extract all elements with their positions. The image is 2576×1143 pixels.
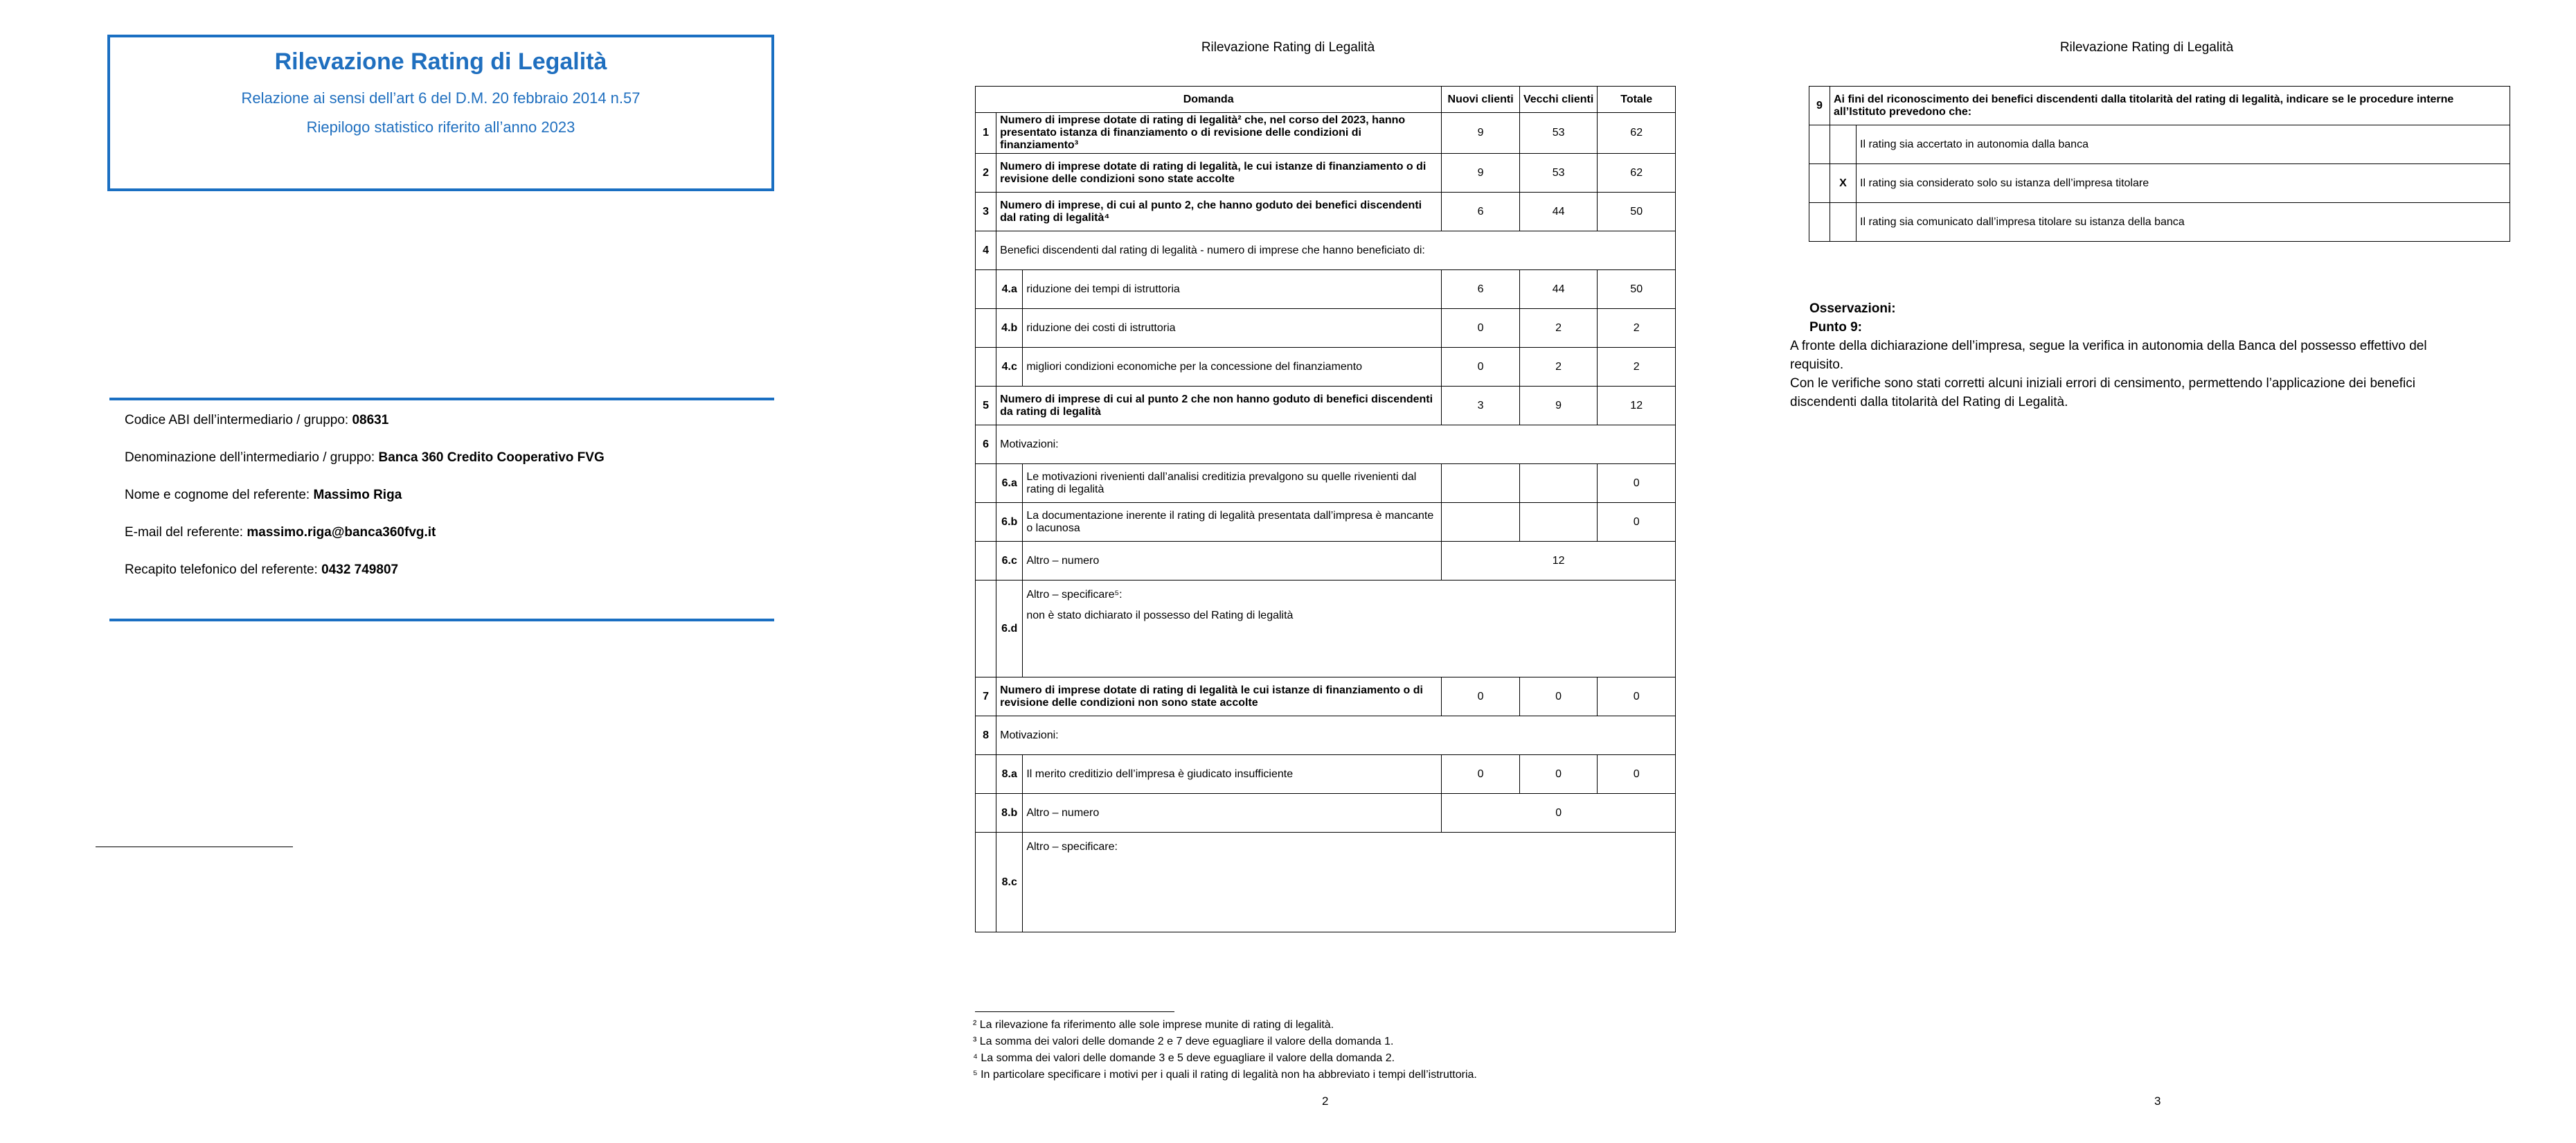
row-q6: 6 Motivazioni: — [976, 425, 1676, 464]
footnotes — [973, 1017, 1477, 1083]
row-q8: 8 Motivazioni: — [976, 716, 1676, 755]
page-1 — [0, 0, 859, 1143]
page-header: Rilevazione Rating di Legalità — [1201, 40, 1375, 55]
info-row-phone: Recapito telefonico del referente: 0432 749807 — [125, 562, 399, 577]
row-q2: 2 Numero di imprese dotate di rating di legalità, le cui istanze di finanziamento o di revisione delle condizioni sono state accolte 9 53 62 — [976, 154, 1676, 193]
row-q5: 5 Numero di imprese di cui al punto 2 che non hanno goduto di benefici discendenti da rating di legalità 3 9 12 — [976, 387, 1676, 425]
obs-point: Punto 9: — [1809, 320, 1862, 335]
col-vecchi: Vecchi clienti — [1519, 87, 1598, 113]
info-row-referent: Nome e cognome del referente: Massimo Riga — [125, 488, 402, 502]
row-q9: 9 Ai fini del riconoscimento dei benefici discendenti dalla titolarità del rating di legalità, indicare se le procedure interne all’Istituto prevedono che: — [1809, 87, 2510, 125]
col-nuovi: Nuovi clienti — [1442, 87, 1520, 113]
procedures-table — [1809, 86, 2510, 242]
page-number-2: 2 — [1322, 1095, 1329, 1108]
col-domanda: Domanda — [976, 87, 1442, 113]
option-row-2: X Il rating sia considerato solo su istanza dell’impresa titolare — [1809, 164, 2510, 203]
obs-title: Osservazioni: — [1809, 301, 1896, 316]
row-q8c: 8.c Altro – specificare: — [976, 833, 1676, 932]
row-q8a: 8.a Il merito creditizio dell’impresa è giudicato insufficiente 0 0 0 — [976, 755, 1676, 794]
info-row-email: E-mail del referente: massimo.riga@banca360fvg.it — [125, 525, 436, 540]
row-q6d: 6.d Altro – specificare⁵: non è stato dichiarato il possesso del Rating di legalità — [976, 581, 1676, 677]
footnote-5: ⁵ In particolare specificare i motivi per i quali il rating di legalità non ha abbreviato i tempi dell’istruttoria. — [973, 1069, 1477, 1081]
title-box — [107, 35, 774, 191]
report-title: Rilevazione Rating di Legalità — [274, 48, 607, 75]
row-q6c: 6.c Altro – numero 12 — [976, 542, 1676, 581]
obs-text-2: Con le verifiche sono stati corretti alcuni iniziali errori di censimento, permettendo l’applicazione dei benefici discendenti dalla titolarità del Rating di Legalità. — [1790, 376, 2415, 409]
footnote-4: ⁴ La somma dei valori delle domande 3 e 5 deve eguagliare il valore della domanda 2. — [973, 1052, 1395, 1064]
obs-text-1: A fronte della dichiarazione dell’impresa, segue la verifica in autonomia della Banca del possesso effettivo del requisito. — [1790, 339, 2427, 372]
row-q4a: 4.a riduzione dei tempi di istruttoria 6 44 50 — [976, 270, 1676, 309]
option-checkbox-1[interactable] — [1830, 125, 1857, 164]
row-q6a: 6.a Le motivazioni rivenienti dall’analisi creditizia prevalgono su quelle rivenienti dal rating di legalità 0 — [976, 464, 1676, 503]
option-row-1: Il rating sia accertato in autonomia dalla banca — [1809, 125, 2510, 164]
info-row-abi: Codice ABI dell’intermediario / gruppo: 08631 — [125, 413, 389, 427]
report-subtitle: Relazione ai sensi dell’art 6 del D.M. 20 febbraio 2014 n.57 — [241, 89, 641, 107]
observations — [1790, 299, 2476, 411]
report-period: Riepilogo statistico riferito all’anno 2023 — [306, 118, 575, 136]
row-q4b: 4.b riduzione dei costi di istruttoria 0 2 2 — [976, 309, 1676, 348]
option-checkbox-2[interactable]: X — [1830, 164, 1857, 203]
referent-info — [125, 402, 605, 589]
footnote-3: ³ La somma dei valori delle domande 2 e 7 deve eguagliare il valore della domanda 1. — [973, 1036, 1394, 1047]
row-q7: 7 Numero di imprese dotate di rating di legalità le cui istanze di finanziamento o di revisione delle condizioni non sono state accolte 0 0 0 — [976, 677, 1676, 716]
row-q1: 1 Numero di imprese dotate di rating di legalità² che, nel corso del 2023, hanno presentato istanza di finanziamento o di revisione delle condizioni di finanziamento³ 9 53 62 — [976, 113, 1676, 154]
footnote-rule-2 — [975, 1011, 1174, 1012]
page-header-3: Rilevazione Rating di Legalità — [2059, 40, 2234, 55]
page-number-3: 3 — [2154, 1095, 2161, 1108]
row-q3: 3 Numero di imprese, di cui al punto 2, che hanno goduto dei benefici discendenti dal rating di legalità⁴ 6 44 50 — [976, 193, 1676, 231]
option-checkbox-3[interactable] — [1830, 203, 1857, 242]
row-q8b: 8.b Altro – numero 0 — [976, 794, 1676, 833]
row-q4: 4 Benefici discendenti dal rating di legalità - numero di imprese che hanno beneficiato di: — [976, 231, 1676, 270]
footnote-2: ² La rilevazione fa riferimento alle sole imprese munite di rating di legalità. — [973, 1019, 1334, 1031]
questions-table — [975, 86, 1676, 932]
row-q4c: 4.c migliori condizioni economiche per la concessione del finanziamento 0 2 2 — [976, 348, 1676, 387]
bottom-divider — [109, 619, 774, 621]
col-totale: Totale — [1598, 87, 1676, 113]
top-divider — [109, 398, 774, 400]
info-row-name: Denominazione dell’intermediario / gruppo: Banca 360 Credito Cooperativo FVG — [125, 450, 605, 465]
row-q6b: 6.b La documentazione inerente il rating di legalità presentata dall’impresa è mancante o lacunosa 0 — [976, 503, 1676, 542]
option-row-3: Il rating sia comunicato dall’impresa titolare su istanza della banca — [1809, 203, 2510, 242]
